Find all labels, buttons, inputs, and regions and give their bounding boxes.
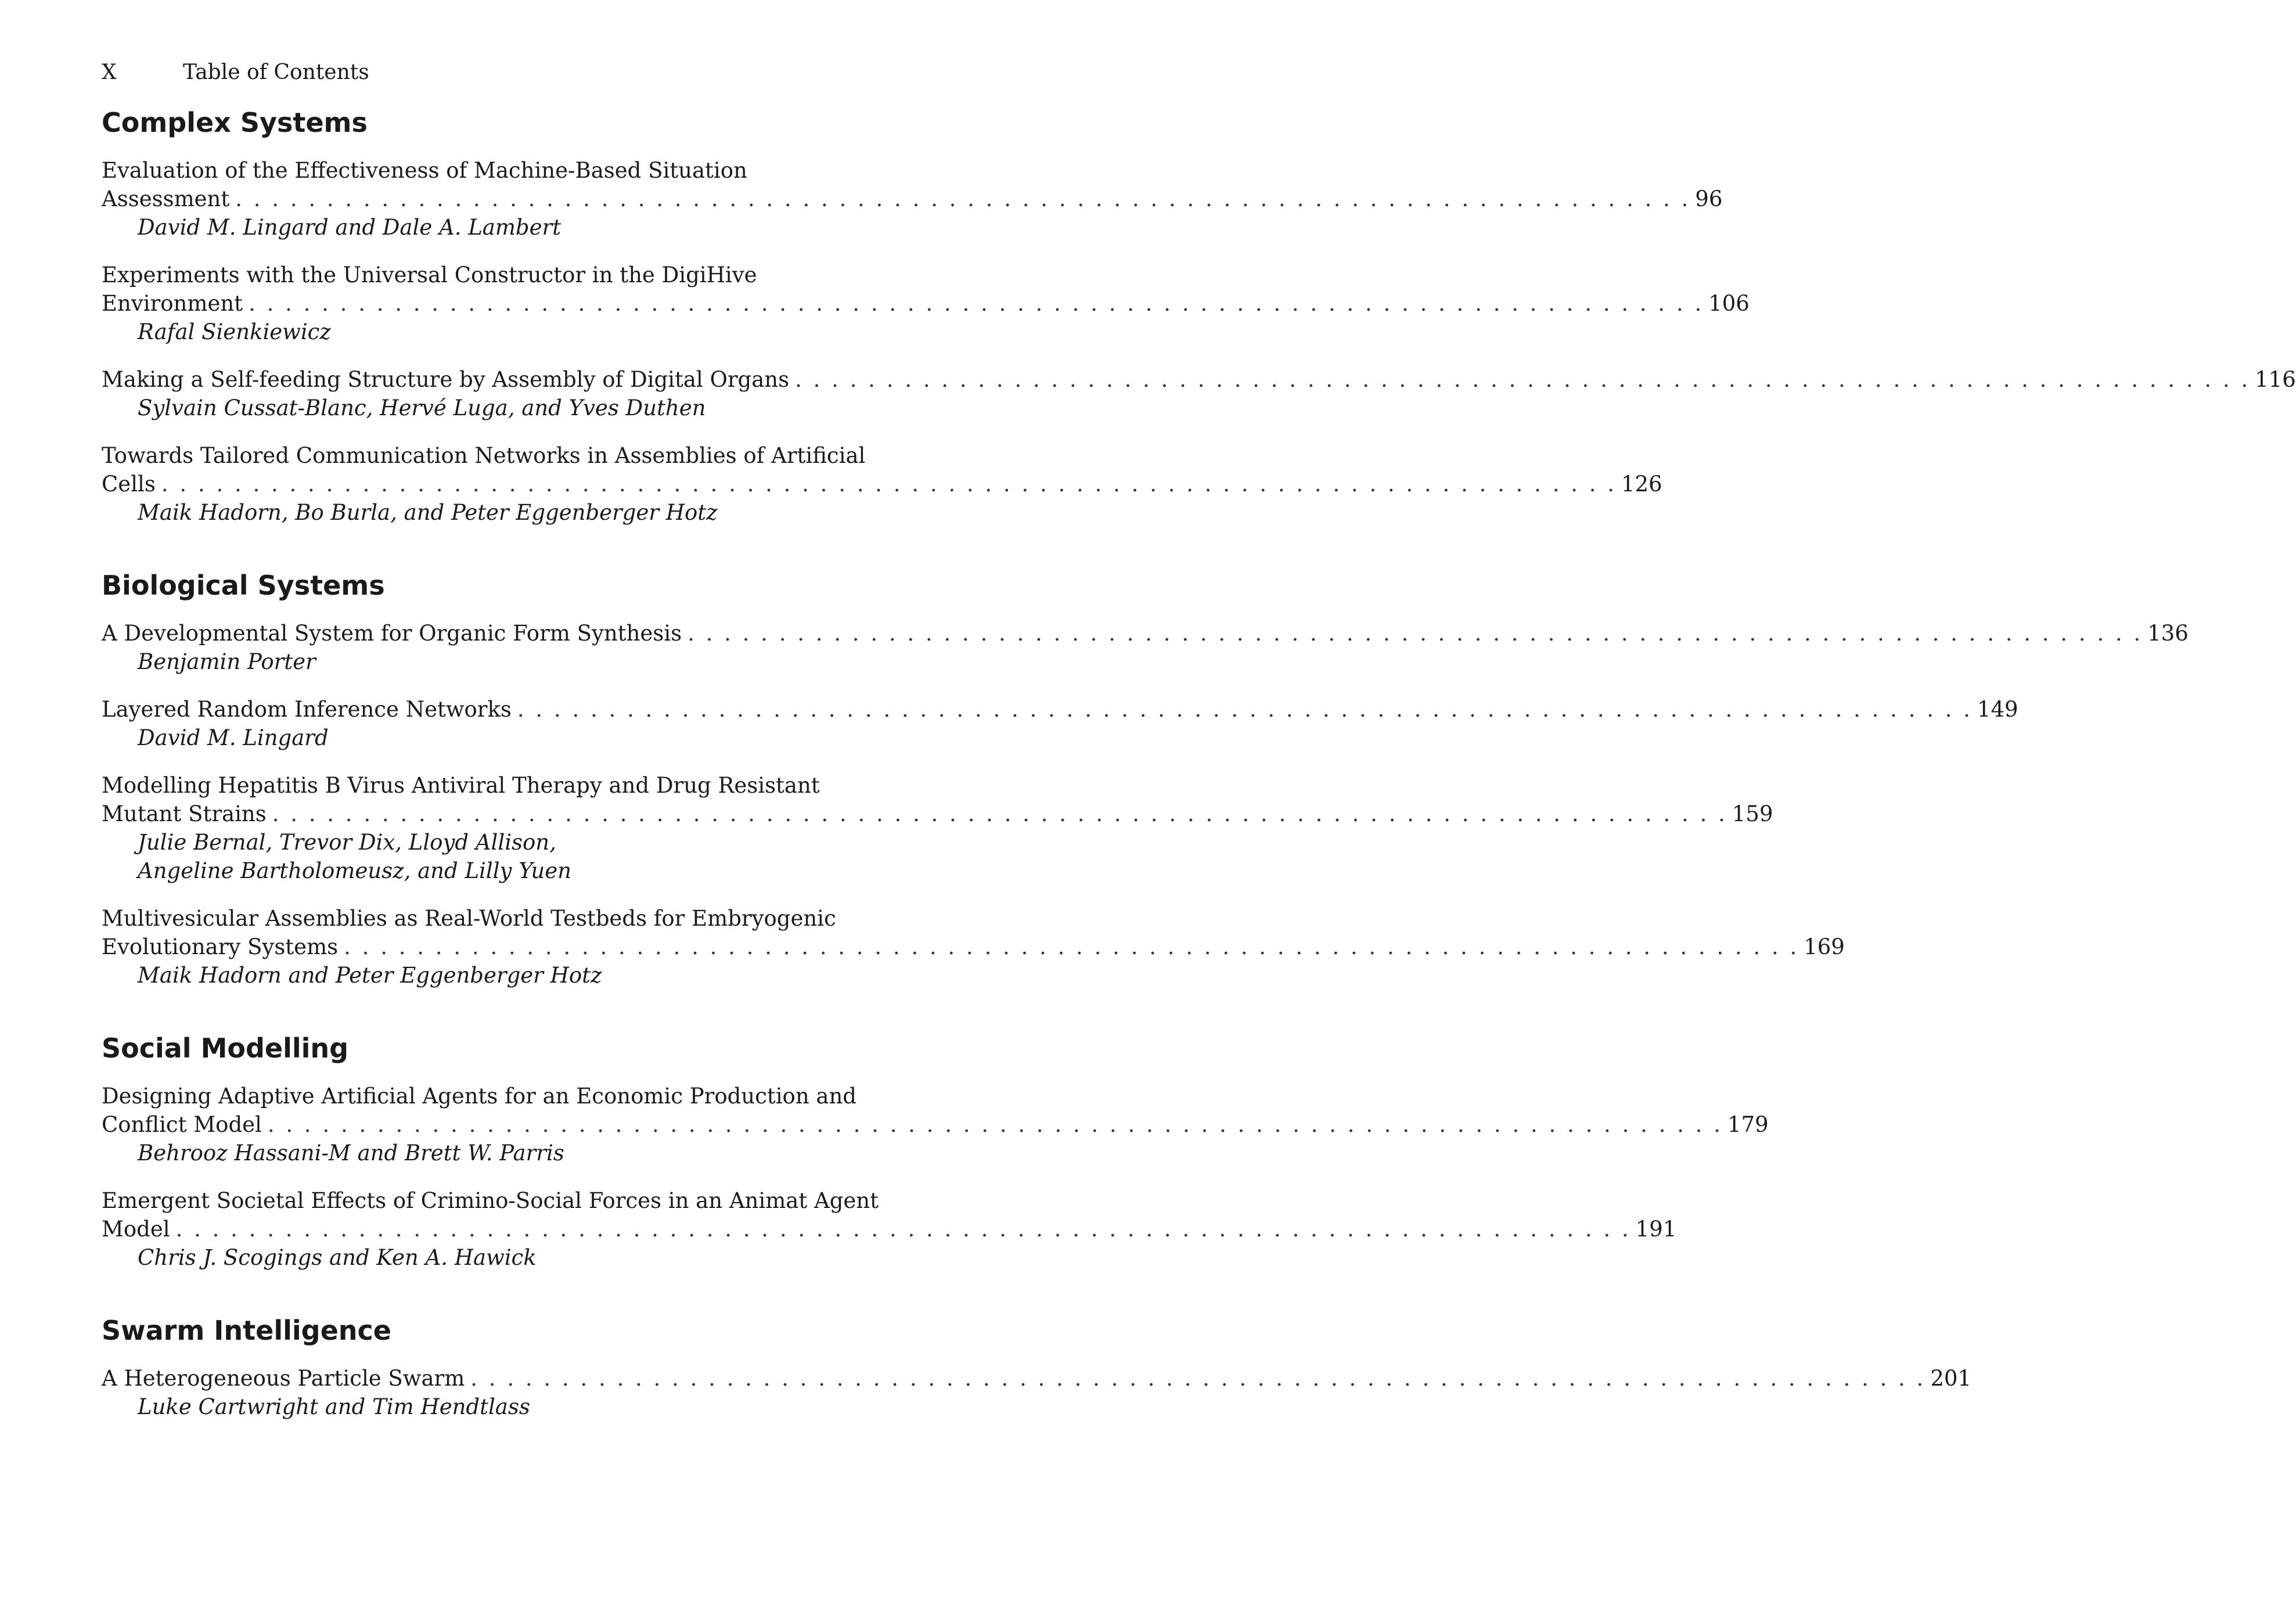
entry-title-line: Modelling Hepatitis B Virus Antiviral Therapy and Drug Resistant [102,773,820,798]
entry-title-text: A Developmental System for Organic Form Synthesis [102,621,682,646]
entry-title-last-line [102,1215,1677,1243]
entry-page-number: 149 [1977,697,2018,722]
section-gap [102,1009,938,1032]
toc-entry[interactable] [102,904,1845,990]
entry-authors: Angeline Bartholomeusz, and Lilly Yuen [138,858,571,883]
entry-authors: David M. Lingard and Dale A. Lambert [138,215,562,240]
entry-title-line: Evaluation of the Effectiveness of Machine-Based Situation [102,158,747,183]
section-title: Biological Systems [102,570,385,601]
entry-title-line: Emergent Societal Effects of Crimino-Social Forces in an Animat Agent [102,1188,879,1213]
toc-entry[interactable] [102,619,2189,676]
entry-authors: Maik Hadorn, Bo Burla, and Peter Eggenberger Hotz [138,500,718,525]
entry-authors: Benjamin Porter [138,649,316,674]
entry-page-number: 126 [1621,472,1662,497]
dot-leader: . . . . . . . . . . . . . . . . . . . . . . . . . . . . . . . . . . . . . . . . . . . . . . . . . . . . . . . . . . . . . . . . . . . . . . . . . . . . . . . . [161,472,1617,497]
toc-body [102,106,2296,1421]
section-title: Social Modelling [102,1033,349,1064]
entry-title-last-line [102,1364,1971,1393]
toc-entry[interactable] [102,365,2296,422]
dot-leader: . . . . . . . . . . . . . . . . . . . . . . . . . . . . . . . . . . . . . . . . . . . . . . . . . . . . . . . . . . . . . . . . . . . . . . . . . . . . . . . . [688,621,2143,646]
entry-title-line: Multivesicular Assemblies as Real-World Testbeds for Embryogenic [102,906,836,931]
entry-title-last-line [102,800,1773,828]
entry-page-number: 191 [1635,1217,1677,1242]
entry-title-text: Evolutionary Systems [102,934,339,959]
toc-section [102,1314,1971,1421]
entry-page-number: 169 [1804,934,1845,959]
section-gap [102,1291,938,1314]
entry-page-number: 179 [1727,1112,1769,1137]
entry-title-last-line [102,185,1723,213]
entry-authors: Luke Cartwright and Tim Hendtlass [138,1394,530,1419]
toc-entry[interactable] [102,771,1773,885]
toc-section [102,106,2296,527]
toc-entry[interactable] [102,1364,1971,1421]
dot-leader: . . . . . . . . . . . . . . . . . . . . . . . . . . . . . . . . . . . . . . . . . . . . . . . . . . . . . . . . . . . . . . . . . . . . . . . . . . . . . . . . [470,1366,1926,1391]
dot-leader: . . . . . . . . . . . . . . . . . . . . . . . . . . . . . . . . . . . . . . . . . . . . . . . . . . . . . . . . . . . . . . . . . . . . . . . . . . . . . . . . [272,801,1728,826]
entry-page-number: 116 [2255,367,2296,392]
section-title: Swarm Intelligence [102,1315,391,1346]
entry-authors: Rafal Sienkiewicz [138,319,331,344]
entry-title-last-line [102,619,2189,648]
entry-page-number: 106 [1708,291,1750,316]
entry-title-line: Designing Adaptive Artificial Agents for an Economic Production and [102,1084,856,1109]
toc-entry[interactable] [102,441,1662,527]
entry-title-text: Cells [102,472,156,497]
running-head-title: Table of Contents [183,60,369,84]
toc-page [102,60,2296,1440]
entry-title-text: Layered Random Inference Networks [102,697,512,722]
entry-authors: Chris J. Scogings and Ken A. Hawick [138,1245,537,1270]
entry-page-number: 136 [2147,621,2189,646]
entry-authors: David M. Lingard [138,725,329,750]
toc-section [102,569,2189,990]
toc-entry[interactable] [102,695,2018,752]
entry-title-last-line [102,1110,1769,1139]
toc-entry[interactable] [102,261,1750,346]
dot-leader: . . . . . . . . . . . . . . . . . . . . . . . . . . . . . . . . . . . . . . . . . . . . . . . . . . . . . . . . . . . . . . . . . . . . . . . . . . . . . . . . [344,934,1800,959]
entry-title-text: Making a Self-feeding Structure by Assembly of Digital Organs [102,367,790,392]
entry-title-last-line [102,289,1750,318]
entry-page-number: 159 [1732,801,1773,826]
entry-title-last-line [102,470,1662,498]
toc-entry[interactable] [102,156,1723,242]
entry-title-last-line [102,695,2018,724]
entry-title-text: Assessment [102,186,230,211]
entry-title-text: Environment [102,291,243,316]
dot-leader: . . . . . . . . . . . . . . . . . . . . . . . . . . . . . . . . . . . . . . . . . . . . . . . . . . . . . . . . . . . . . . . . . . . . . . . . . . . . . . . . [267,1112,1723,1137]
entry-page-number: 96 [1695,186,1723,211]
entry-title-text: A Heterogeneous Particle Swarm [102,1366,465,1391]
dot-leader: . . . . . . . . . . . . . . . . . . . . . . . . . . . . . . . . . . . . . . . . . . . . . . . . . . . . . . . . . . . . . . . . . . . . . . . . . . . . . . . . [175,1217,1631,1242]
section-title: Complex Systems [102,107,368,138]
dot-leader: . . . . . . . . . . . . . . . . . . . . . . . . . . . . . . . . . . . . . . . . . . . . . . . . . . . . . . . . . . . . . . . . . . . . . . . . . . . . . . . . [795,367,2251,392]
dot-leader: . . . . . . . . . . . . . . . . . . . . . . . . . . . . . . . . . . . . . . . . . . . . . . . . . . . . . . . . . . . . . . . . . . . . . . . . . . . . . . . . [517,697,1973,722]
entry-authors: Julie Bernal, Trevor Dix, Lloyd Allison, [138,830,556,855]
dot-leader: . . . . . . . . . . . . . . . . . . . . . . . . . . . . . . . . . . . . . . . . . . . . . . . . . . . . . . . . . . . . . . . . . . . . . . . . . . . . . . . . [235,186,1691,211]
dot-leader: . . . . . . . . . . . . . . . . . . . . . . . . . . . . . . . . . . . . . . . . . . . . . . . . . . . . . . . . . . . . . . . . . . . . . . . . . . . . . . . . [249,291,1704,316]
toc-section [102,1032,1769,1272]
running-head [102,61,938,84]
entry-authors: Behrooz Hassani-M and Brett W. Parris [138,1141,564,1166]
entry-title-line: Towards Tailored Communication Networks in Assemblies of Artificial [102,443,866,468]
entry-title-text: Mutant Strains [102,801,267,826]
entry-title-line: Experiments with the Universal Constructor in the DigiHive [102,262,757,287]
toc-entry[interactable] [102,1186,1677,1272]
entry-page-number: 201 [1930,1366,1971,1391]
page-number: X [102,60,117,84]
entry-title-text: Model [102,1217,170,1242]
toc-entry[interactable] [102,1082,1769,1167]
entry-title-last-line [102,933,1845,961]
entry-title-text: Conflict Model [102,1112,262,1137]
section-gap [102,546,938,569]
entry-authors: Sylvain Cussat-Blanc, Hervé Luga, and Yves Duthen [138,395,706,420]
entry-title-last-line [102,365,2296,394]
entry-authors: Maik Hadorn and Peter Eggenberger Hotz [138,963,602,988]
